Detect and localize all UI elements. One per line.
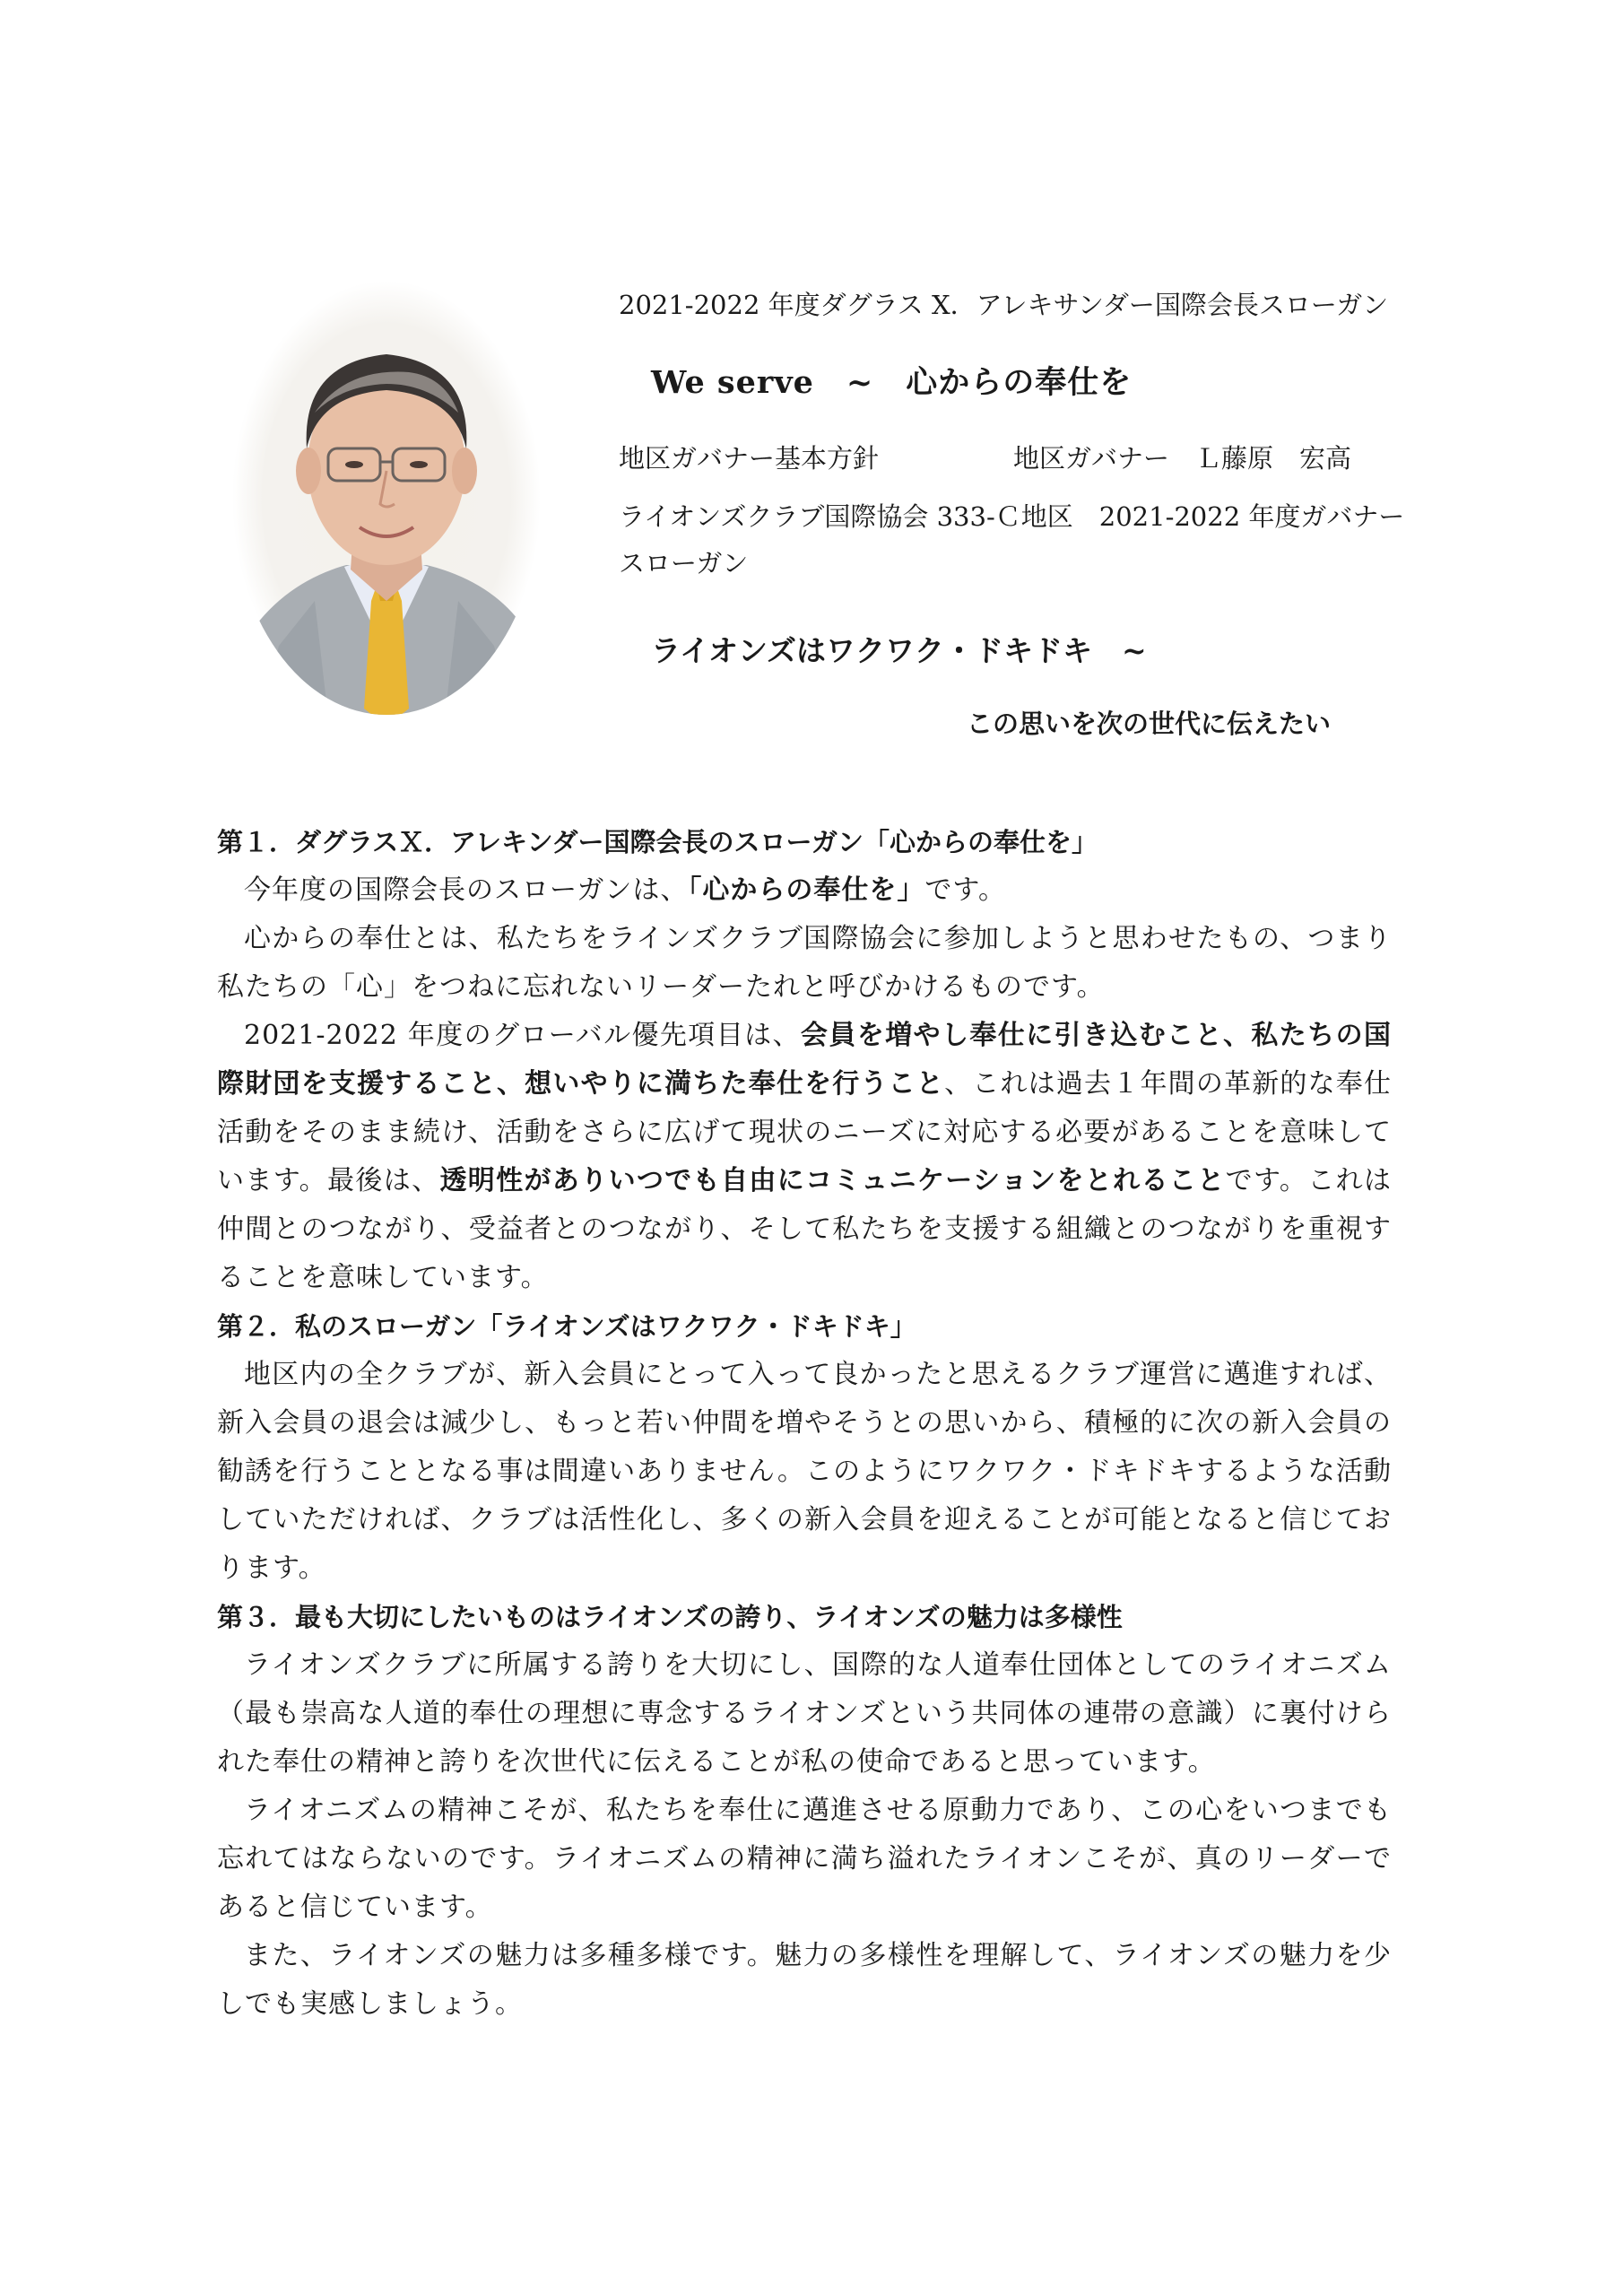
text-run: 今年度の国際会長のスローガンは、	[244, 874, 689, 906]
text-run-bold: 「心からの奉仕を」	[688, 874, 925, 906]
paragraph	[217, 1012, 1392, 1302]
text-run: 、これは過去１年間の革新的な奉仕活動をそのまま続け、活動をさらに広げて現状のニーズに対応する必要があることを意味しています。最後は、	[217, 1068, 1393, 1196]
association-line: ライオンズクラブ国際協会 333-Ｃ地区 2021-2022 年度ガバナースローガン	[619, 501, 1405, 578]
paragraph: また、ライオンズの魅力は多種多様です。魅力の多様性を理解して、ライオンズの魅力を少しでも実感しましょう。	[217, 1940, 1392, 2020]
text-run: 2021-2022 年度のグローバル優先項目は、	[244, 1020, 801, 1051]
intl-slogan-title: 2021-2022 年度ダグラス X．アレキサンダー国際会長スローガン	[619, 290, 1389, 320]
paragraph	[217, 866, 1392, 915]
text-run-bold: 会員を増やし奉仕に引き込むこと、私たちの国際財団を支援すること、想いやりに満ちた奉仕を行うこと	[217, 1020, 1392, 1100]
text-run-bold: 透明性がありいつでも自由にコミュニケーションをとれること	[439, 1165, 1226, 1196]
header-block	[619, 285, 1515, 741]
governor-slogan-sub: この思いを次の世代に伝えたい	[967, 709, 1332, 739]
text-run: です。これは仲間とのつながり、受益者とのつながり、そして私たちを支援する組織とのつながりを重視することを意味しています。	[217, 1165, 1392, 1293]
section-heading: 第１．ダグラスＸ．アレキンダー国際会長のスローガン「心からの奉仕を」	[217, 827, 1098, 857]
paragraph: 地区内の全クラブが、新入会員にとって入って良かったと思えるクラブ運営に邁進すれば、新入会員の退会は減少し、もっと若い仲間を増やそうとの思いから、積極的に次の新入会員の勧誘を行うこととなる事は間違いありません。このようにワクワク・ドキドキするような活動していただければ、クラブは活性化し、多くの新入会員を迎えることが可能となると信じております。	[217, 1359, 1392, 1584]
governor-policy-label: 地区ガバナー基本方針	[619, 443, 880, 474]
paragraph: ライオニズムの精神こそが、私たちを奉仕に邁進させる原動力であり、この心をいつまでも忘れてはならないのです。ライオニズムの精神に満ち溢れたライオンこそが、真のリーダーであると信じています。	[217, 1795, 1392, 1923]
section-heading: 第３．最も大切にしたいものはライオンズの誇り、ライオンズの魅力は多様性	[217, 1602, 1123, 1632]
governor-name: 地区ガバナー Ｌ藤原 宏高	[1013, 443, 1352, 474]
intl-slogan: We serve ~ 心からの奉仕を	[651, 364, 1133, 401]
paragraph: 心からの奉仕とは、私たちをラインズクラブ国際協会に参加しようと思わせたもの、つまり私たちの「心」をつねに忘れないリーダーたれと呼びかけるものです。	[217, 923, 1392, 1003]
text-run: です。	[924, 874, 1007, 906]
paragraph: ライオンズクラブに所属する誇りを大切にし、国際的な人道奉仕団体としてのライオニズム（最も崇高な人道的奉仕の理想に専念するライオンズという共同体の連帯の意識）に裏付けられた奉仕の精神と誇りを次世代に伝えることが私の使命であると思っています。	[217, 1649, 1392, 1778]
governor-slogan: ライオンズはワクワク・ドキドキ ~	[651, 633, 1147, 668]
governor-portrait	[230, 278, 543, 718]
section-heading: 第２．私のスローガン「ライオンズはワクワク・ドキドキ」	[217, 1311, 916, 1342]
body-text	[217, 818, 1392, 2029]
governor-row	[619, 439, 1515, 475]
